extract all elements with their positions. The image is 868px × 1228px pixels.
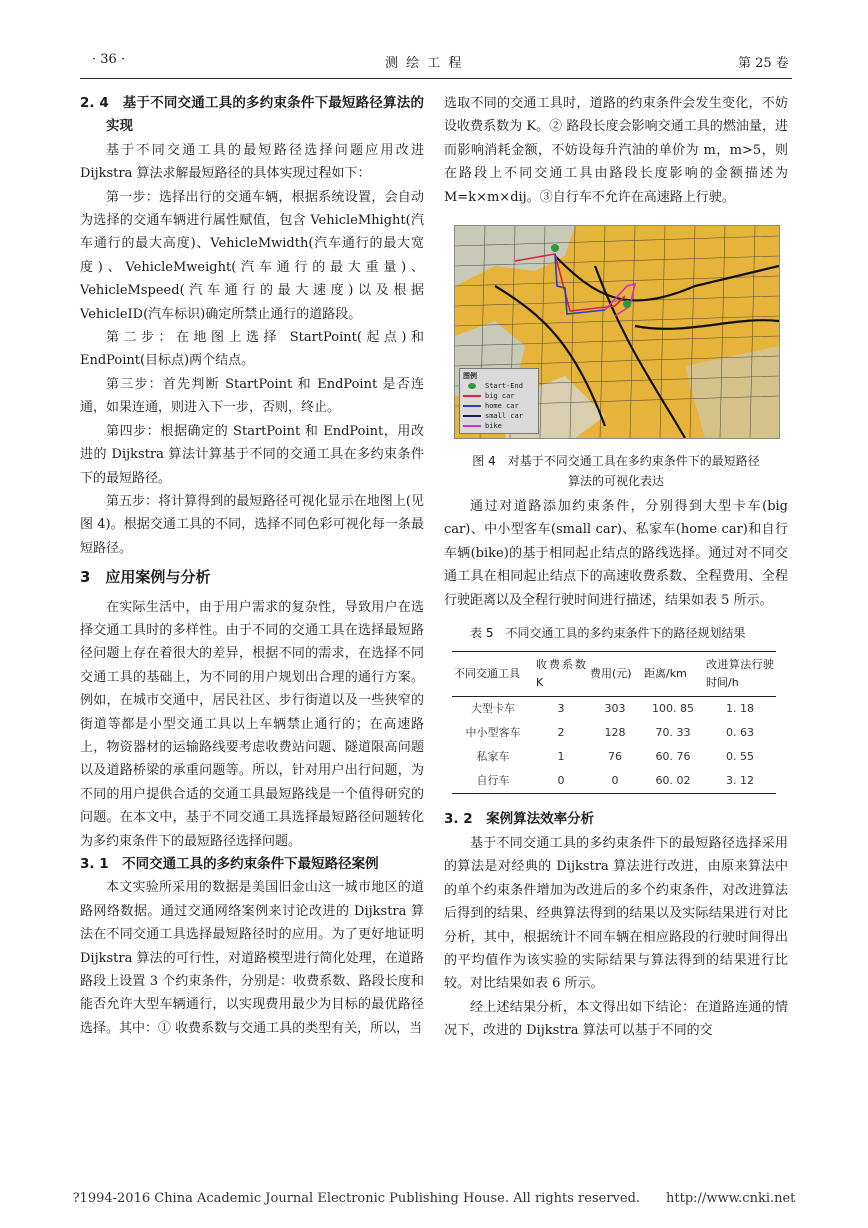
end-point-marker xyxy=(623,300,631,308)
legend-label: small car xyxy=(485,412,523,421)
paragraph: 基于不同交通工具的多约束条件下的最短路径选择采用的算法是对经典的 Dijkstra 算法进行改进，由原来算法中的单个约束条件增加为改进后的多个约束条件，对改进算法后得到的结果、经典算法得到的结果以及实际结果进行对比分析，其中，根据统计不同车辆在相应路段的行驶时间得出的平均值作为该实验的实际结果与算法得到的结果进行比较。对比结果如表 6 所示。 xyxy=(444,835,788,992)
table-header-row xyxy=(452,652,776,697)
table-cell: 70. 33 xyxy=(655,726,691,740)
paragraph: 第一步：选择出行的交通车辆，根据系统设置，会自动为选择的交通车辆进行属性赋值，包含 VehicleMhight(汽车通行的最大高度)、VehicleMwidth(汽车通行的最大宽度)、VehicleMweight(汽车通行的最大重量)、VehicleMspeed(汽车通行的最大速度)以及根据 VehicleID(汽车标识)确定所禁止通行的道路段。 xyxy=(80,189,424,322)
start-point-marker xyxy=(551,244,559,252)
table-title: 表 5 不同交通工具的多约束条件下的路径规划结果 xyxy=(470,626,746,641)
table-row xyxy=(452,697,776,722)
paragraph: 基于不同交通工具的最短路径选择问题应用改进 Dijkstra 算法求解最短路径的具体实现过程如下： xyxy=(80,142,424,182)
table-cell: 0. 63 xyxy=(726,726,754,740)
table-row xyxy=(452,769,776,794)
table-row xyxy=(452,745,776,769)
table-cell: 60. 02 xyxy=(642,769,704,794)
column-header: 费用(元) xyxy=(588,652,642,697)
table-cell: 大型卡车 xyxy=(471,702,515,716)
table-cell: 303 xyxy=(604,702,626,716)
legend-label: Start-End xyxy=(485,382,523,391)
section-2-4-title: 2. 4 基于不同交通工具的多约束条件下最短路径算法的实现 xyxy=(80,95,424,135)
table-cell: 私家车 xyxy=(476,750,510,764)
table-cell: 2 xyxy=(557,726,565,740)
legend-title: 图例 xyxy=(463,372,477,381)
table-cell: 3. 12 xyxy=(704,769,776,794)
table-cell: 1. 18 xyxy=(726,702,754,716)
page-number: · 36 · xyxy=(92,52,126,67)
bike-swatch xyxy=(463,425,481,427)
table-cell: 100. 85 xyxy=(652,702,694,716)
figure-caption-line: 算法的可视化表达 xyxy=(567,474,664,489)
table-cell: 0 xyxy=(534,769,588,794)
paragraph: 通过对道路添加约束条件，分别得到大型卡车(big car)、中小型客车(small car)、私家车(home car)和自行车辆(bike)的基于相同起止结点的路线选择。通过对不同交通工具在相同起止结点下的高速收费系数、全程费用、全程行驶距离以及全程行驶时间进行描述，结果如表 5 所示。 xyxy=(444,499,788,608)
paragraph: 本文实验所采用的数据是美国旧金山这一城市地区的道路网络数据。通过交通网络案例来讨论改进的 Dijkstra 算法在不同交通工具选择最短路径时的应用。为了更好地证明 Dijkstra 算法的可行性，对道路模型进行简化处理，在道路路段上设置 3 个约束条件，分别是：收费系数、路段长度和能否允许大型车辆通行，以实现费用最少为目标的最优路径选择。其中：① 收费系数与交通工具的类型有关，所以，当 xyxy=(80,880,424,1036)
table-cell: 128 xyxy=(604,726,626,740)
start-end-icon xyxy=(468,383,476,389)
column-header: 距离/km xyxy=(642,652,704,697)
copyright-footer: ?1994-2016 China Academic Journal Electronic Publishing House. All rights reserved. http://www.cnki.net xyxy=(72,1191,796,1206)
route-map-figure xyxy=(454,225,780,439)
map-legend xyxy=(459,368,539,434)
table-cell: 76 xyxy=(608,750,622,764)
paragraph: 选取不同的交通工具时，道路的约束条件会发生变化，不妨设收费系数为 K。② 路段长度会影响交通工具的燃油量，进而影响消耗金额，不妨设每升汽油的单价为 m，m>5，则在路段上不同交通工具由路段长度影响的金额描述为 M=k×m×dij。③自行车不允许在高速路上行驶。 xyxy=(444,96,788,205)
home-car-swatch xyxy=(463,405,481,407)
paragraph: 第四步：根据确定的 StartPoint 和 EndPoint，用改进的 Dijkstra 算法计算基于不同的交通工具在多约束条件下的最短路径。 xyxy=(80,423,424,486)
paragraph: 第二步：在地图上选择 StartPoint(起点)和 EndPoint(目标点)两个结点。 xyxy=(80,330,424,369)
paragraph: 经上述结果分析，本文得出如下结论：在道路连通的情况下，改进的 Dijkstra 算法可以基于不同的交 xyxy=(444,999,788,1039)
header-rule xyxy=(80,78,792,79)
section-3-2-title: 3. 2 案例算法效率分析 xyxy=(444,811,595,828)
table-cell: 自行车 xyxy=(452,769,534,794)
left-column xyxy=(80,92,424,1040)
small-car-swatch xyxy=(463,415,481,417)
journal-name: 测 绘 工 程 xyxy=(385,56,464,71)
volume-label: 第 25 卷 xyxy=(738,56,789,71)
table-cell: 0 xyxy=(588,769,642,794)
big-car-swatch xyxy=(463,395,481,397)
table-row xyxy=(452,721,776,745)
table-cell: 中小型客车 xyxy=(465,726,521,740)
legend-label: big car xyxy=(485,392,515,401)
column-header: 收费系数 K xyxy=(534,652,588,697)
paragraph: 第三步：首先判断 StartPoint 和 EndPoint 是否连通，如果连通，则进入下一步，否则，终止。 xyxy=(80,376,424,416)
legend-label: home car xyxy=(485,402,519,411)
column-header: 不同交通工具 xyxy=(452,652,534,697)
table-cell: 60. 76 xyxy=(655,750,691,764)
column-header: 改进算法行驶时间/h xyxy=(704,652,776,697)
figure-caption-line: 图 4 对基于不同交通工具在多约束条件下的最短路径 xyxy=(472,454,760,469)
table-cell: 3 xyxy=(557,702,565,716)
paragraph: 在实际生活中，由于用户需求的复杂性，导致用户在选择交通工具时的多样性。由于不同的交通工具在选择最短路径问题上存在着很大的差异，根据不同的需求，在选择不同交通工具的基础上，为不同的用户规划出合理的通行方案。例如，在城市交通中，居民社区、步行街道以及一些狭窄的街道等都是小型交通工具以上车辆禁止通行的；在高速路上，物资器材的运输路线要考虑收费站问题、隧道限高问题以及道路桥梁的承重问题等。所以，针对用户出行问题，为不同的用户提供合适的交通工具最短路线是一个值得研究的问题。在本文中，基于不同交通工具选择最短路径问题转化为多约束条件下的最短路径选择问题。 xyxy=(80,599,424,849)
legend-label: bike xyxy=(485,422,502,431)
table-cell: 0. 55 xyxy=(726,750,754,764)
table-cell: 1 xyxy=(557,750,565,764)
section-3-title: 3 应用案例与分析 xyxy=(80,568,211,587)
right-column xyxy=(444,92,788,1043)
figure-caption xyxy=(444,451,788,491)
paragraph: 第五步：将计算得到的最短路径可视化显示在地图上(见图 4)。根据交通工具的不同，选择不同色彩可视化每一条最短路径。 xyxy=(80,493,424,556)
results-table xyxy=(452,651,776,794)
section-3-1-title: 3. 1 不同交通工具的多约束条件下最短路径案例 xyxy=(80,856,379,872)
